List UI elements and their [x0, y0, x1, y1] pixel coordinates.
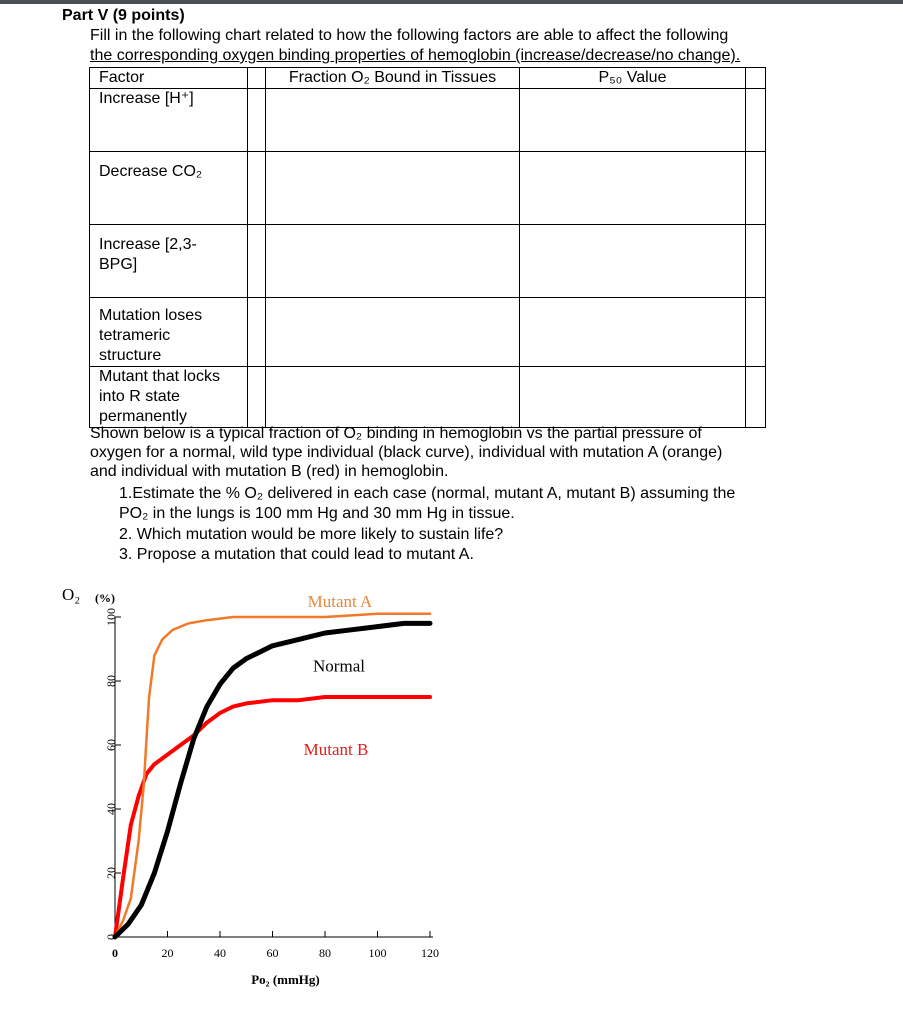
answer-cell-p50[interactable]: [520, 89, 746, 152]
x-axis-title: Po₂ (mmHg): [251, 972, 320, 987]
question-3: 3. Propose a mutation that could lead to mutant A.: [119, 546, 474, 563]
answer-cell-fraction[interactable]: [266, 367, 520, 428]
factor-table: [89, 67, 766, 428]
description-line-3: and individual with mutation B (red) in hemoglobin.: [90, 463, 449, 480]
answer-cell-p50[interactable]: [520, 367, 746, 428]
row-label: Increase [2,3- BPG]: [90, 225, 248, 298]
x-tick-label: 60: [266, 946, 279, 960]
row-label: Mutant that locks into R state permanently: [90, 367, 248, 428]
table-header-row: [90, 68, 766, 89]
y-tick-label: 20: [104, 867, 118, 879]
mutant-a-curve: [115, 614, 430, 937]
table-row: [90, 367, 766, 428]
row-label: Mutation loses tetrameric structure: [90, 298, 248, 367]
table-row: [90, 298, 766, 367]
x-tick-label: 40: [214, 946, 226, 960]
chart-axes: [62, 585, 439, 987]
y-tick-label: 40: [104, 803, 118, 815]
oxygen-binding-chart: [0, 570, 903, 1024]
x-tick-label: 120: [421, 946, 439, 960]
answer-cell-fraction[interactable]: [266, 225, 520, 298]
question-1-line-1: 1.Estimate the % O₂ delivered in each case (normal, mutant A, mutant B) assuming the: [119, 485, 736, 502]
answer-cell-fraction[interactable]: [266, 152, 520, 225]
question-1-line-2: PO₂ in the lungs is 100 mm Hg and 30 mm Hg in tissue.: [119, 505, 515, 522]
y-axis-unit: (%): [95, 591, 115, 605]
x-tick-label: 80: [319, 946, 331, 960]
y-tick-label: 100: [104, 608, 118, 626]
answer-cell-p50[interactable]: [520, 225, 746, 298]
mutant-b-label: Mutant B: [303, 740, 369, 759]
table-row: [90, 89, 766, 152]
normal-curve: [115, 623, 430, 937]
description-line-2: oxygen for a normal, wild type individual (black curve), individual with mutation A (orange): [90, 444, 723, 461]
y-tick-label: 0: [104, 934, 118, 940]
top-border: [0, 0, 903, 4]
section-title: Part V (9 points): [62, 7, 185, 24]
row-label: Decrease CO₂: [90, 152, 248, 225]
question-2: 2. Which mutation would be more likely to sustain life?: [119, 526, 504, 543]
chart-series: [115, 614, 430, 937]
y-tick-label: 60: [104, 739, 118, 751]
answer-cell-fraction[interactable]: [266, 89, 520, 152]
row-label: Increase [H⁺]: [90, 89, 248, 152]
y-tick-label: 80: [104, 675, 118, 687]
mutant-a-label: Mutant A: [307, 592, 373, 611]
header-p50: P₅₀ Value: [520, 68, 746, 89]
header-factor: Factor: [90, 68, 248, 89]
x-tick-label: 0: [112, 946, 118, 960]
y-axis-title: O₂: [62, 585, 81, 604]
table-row: [90, 225, 766, 298]
normal-label: Normal: [313, 656, 365, 676]
answer-cell-p50[interactable]: [520, 298, 746, 367]
x-tick-label: 20: [161, 946, 174, 960]
description-line-1: Shown below is a typical fraction of O₂ binding in hemoglobin vs the partial pressure of: [90, 425, 702, 442]
mutant-b-curve: [115, 697, 430, 937]
x-tick-label: 100: [368, 946, 387, 960]
table-row: [90, 152, 766, 225]
header-fraction: Fraction O₂ Bound in Tissues: [266, 68, 520, 89]
answer-cell-fraction[interactable]: [266, 298, 520, 367]
instructions-line-2: the corresponding oxygen binding properties of hemoglobin (increase/decrease/no change).: [90, 47, 741, 64]
instructions-line-1: Fill in the following chart related to how the following factors are able to affect the following: [90, 27, 729, 44]
answer-cell-p50[interactable]: [520, 152, 746, 225]
